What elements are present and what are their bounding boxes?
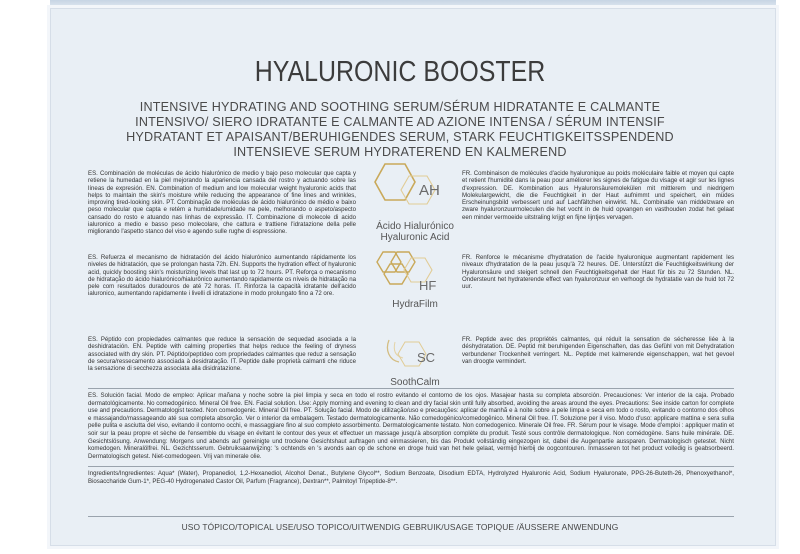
ingredients-list: Ingredients/Ingredientes: Aqua* (Water), Propanediol, 1,2-Hexanediol, Alcohol Denat., Butylene Glycol**, Sodium Benzoate, Disodium EDTA, Hydrolyzed Hyaluronic Acid, Sodium Hyaluronate, PPG-26-Buteth-26, Phenoxyethanol*, Biosaccharide Gum-1*, PEG-40 Hydrogenated Castor Oil, Parfum (Fragrance), Dextran**, Palmitoyl Tripeptide-8**. (88, 470, 734, 485)
hexagon-icon (355, 160, 475, 216)
hydrafilm-emblem (355, 248, 475, 310)
product-subtitle (60, 100, 740, 160)
subtitle-line: INTENSIEVE SERUM HYDRATEREND EN KALMEREND (233, 145, 567, 159)
subtitle-line: HYDRATANT ET APAISANT/BERUHIGENDES SERUM, STARK FEUCHTIGKEITSSPENDEND (126, 130, 674, 144)
hyaluronic-acid-emblem (355, 160, 475, 243)
divider (88, 466, 734, 467)
ingredient-1-left-text: ES. Combinación de moléculas de ácido hialurónico de medio y bajo peso molecular que capta y retiene la humedad en la piel mejorando la apariencia cansada del rostro y actuando sobre las líneas de expresión. EN. Combination of medium and low molecular weight hyaluronic acids that helps to maintain the skin's moisture while reducing the appearance of fine lines and wrinkles, improving tired-looking skin. PT. Combinação de moléculas de ácido hialurónico de médio e baixo peso molecular que capta e retém a humidade/umidade na pele, melhorando o aspeto/aspecto cansado do rosto e atuando nas linhas de expressão. IT. Combinazione di molecole di acido ialuronico a medio e basso peso molecolare, che cattura e trattiene l'idratazione della pelle migliorando l'aspetto stanco del viso e agendo sulle rughe di espressione. (88, 170, 356, 236)
subtitle-line: INTENSIVO/ SIERO IDRATANTE E CALMANTE AD AZIONE INTENSA / SÉRUM INTENSIF (135, 115, 665, 129)
topical-use-line: USO TÓPICO/TOPICAL USE/USO TOPICO/UITWENDIG GEBRUIK/USAGE TOPIQUE /ÄUSSERE ANWENDUNG (181, 522, 619, 532)
hexagon-symbol: SC (417, 350, 436, 365)
ingredient-3-right-text: FR. Peptide avec des propriétés calmantes, qui réduit la sensation de sécheresse liée à la déshydratation. DE. Peptid mit beruhigenden Eigenschaften, das das Gefühl von mit Dehydratation verbundener Trockenheit verringert. NL. Peptide met kalmerende eigenschappen, wat het gevoel van droogte vermindert. (462, 336, 734, 365)
hexagon-symbol: AH (419, 182, 440, 199)
ingredient-1-right-text: FR. Combinaison de molécules d'acide hyaluronique au poids moléculaire faible et moyen qui capte et retient l'humidité dans la peau pour améliorer les signes de fatigue du visage et agir sur les lignes d'expression. DE. Kombination aus Hyaluronsäuremolekülen mit mittlerem und niedrigem Molekulargewicht, die die Feuchtigkeit in der Haut aufnimmt und speichert, ein müdes Erscheinungsbild verbessert und auf Lachfältchen einwirkt. NL. Combinatie van middelzware en zware hyaluronzuurmoleculen die het vocht in de huid opvangen en vasthouden zodat het gelaat een minder vermoeide uitstraling krijgt en fijne lijntjes vervagen. (462, 170, 734, 221)
ingredient-3-label: SoothCalm (390, 377, 440, 388)
ingredient-2-left-text: ES. Refuerza el mecanismo de hidratación del ácido hialurónico aumentando rápidamente los niveles de hidratación, que se prolongan hasta 72h. EN. Supports the hydration effect of hyaluronic acid, quickly boosting skin's moisturizing levels that last up to 72 hours. PT. Reforça o mecanismo de hidratação do ácido hialurónico/hialurônico aumentando rapidamente os níveis de hidratação na pele com resultados duradouros de até 72 horas. IT. Rinforza la capacità idratante dell'acido ialuronico, aumentando rapidamente i livelli di idratazione in modo prolungato fino a 72 ore. (88, 254, 356, 298)
ingredient-2-label: HydraFilm (392, 299, 438, 310)
divider (88, 516, 734, 517)
subtitle-line: INTENSIVE HYDRATING AND SOOTHING SERUM/SÉRUM HIDRATANTE E CALMANTE (139, 100, 661, 114)
ingredient-3-left-text: ES. Péptido con propiedades calmantes que reduce la sensación de sequedad asociada a la deshidratación. EN. Peptide with calming properties that helps reduce the feeling of dryness associated with dry skin. PT. Péptido/peptídeo com propriedades calmantes que reduz a sensação de secura/ressecamento associada à desidratação. IT. Peptide dalle proprietà calmanti che riduce la sensazione di secchezza associata alla disidratazione. (88, 336, 356, 373)
soothcalm-icon (355, 332, 475, 372)
ingredient-1-label: Ácido Hialurónico (376, 221, 454, 232)
hexagon-symbol: HF (419, 278, 437, 293)
soothcalm-emblem (355, 332, 475, 388)
hexagon-cluster-icon (355, 248, 475, 294)
usage-instructions: ES. Solución facial. Modo de empleo: Aplicar mañana y noche sobre la piel limpia y seca en todo el rostro evitando el contorno de los ojos. Masajear hasta su completa absorción. Precauciones: Ver interior de la caja. Probado dermatológicamente. No comedogénico. Mineral Oil free. EN. Facial solution. Use: Apply morning and evening to clean and dry facial skin until fully absorbed, avoiding the areas around the eyes. Precautions: See inside carton for complete use and precautions. Dermatologist tested. Non comedogenic. Mineral Oil free. PT. Solução facial. Modo de utilização/uso e precauções: aplicar de manhã e à noite sobre a pele limpa e seca em todo o rosto, evitando o contorno dos olhos e massajando/massageando até sua completa absorção. Ver o interior da embalagem. Testado dermatologicamente. Não comedogénico/comedogênico. Mineral Oil free. IT. Soluzione per il viso. Modo d'uso: applicare mattina e sera sulla pelle pulita e asciutta del viso, evitando il contorno occhi, e massaggiare fino al suo completo assorbimento. Dermatologicamente testato. Non comedogenico. Minerale Oil free. FR. Sérum pour le visage. Mode d'emploi : appliquer matin et soir sur la peau propre et sèche de l'ensemble du visage en évitant le contour des yeux et effectuer un massage jusqu'à absorption complète du produit. Testé sous contrôle dermatologique. Non comédogène. Sans huile minérale. DE. Gesichtslösung. Anwendung: Morgens und abends auf gereinigte und trockene Gesichtshaut auftragen und einmassieren, bis das Produkt vollständig eingezogen ist, dabei die Augenpartie aussparen. Dermatologisch getestet. Nicht komedogen. Mineralölfrei. NL. Gezichtsserum. Gebruiksaanwijzing: 's ochtends en 's avonds aan op de schone en droge huid van het hele gelaat, vermijd hierbij de oogcontouren. Inmasseren tot het product volledig is geabsorbeerd. Dermatologisch getest. Niet-comedogeen. Vrij van minerale olie. (88, 392, 734, 460)
ingredient-2-right-text: FR. Renforce le mécanisme d'hydratation de l'acide hyaluronique augmentant rapidement les niveaux d'hydratation de la peau jusqu'à 72 heures. DE. Unterstützt die Feuchtigkeitswirkung der Hyaluronsäure und steigert schnell den Feuchtigkeitsgehalt der Haut für bis zu 72 Stunden. NL. Ondersteunt het hydraterende effect van hyaluronzuur en verhoogt de hydratatie van de huid tot 72 uur. (462, 254, 734, 291)
product-title: HYALURONIC BOOSTER (254, 56, 546, 88)
ingredient-1-sublabel: Hyaluronic Acid (380, 232, 450, 243)
divider (88, 388, 734, 389)
